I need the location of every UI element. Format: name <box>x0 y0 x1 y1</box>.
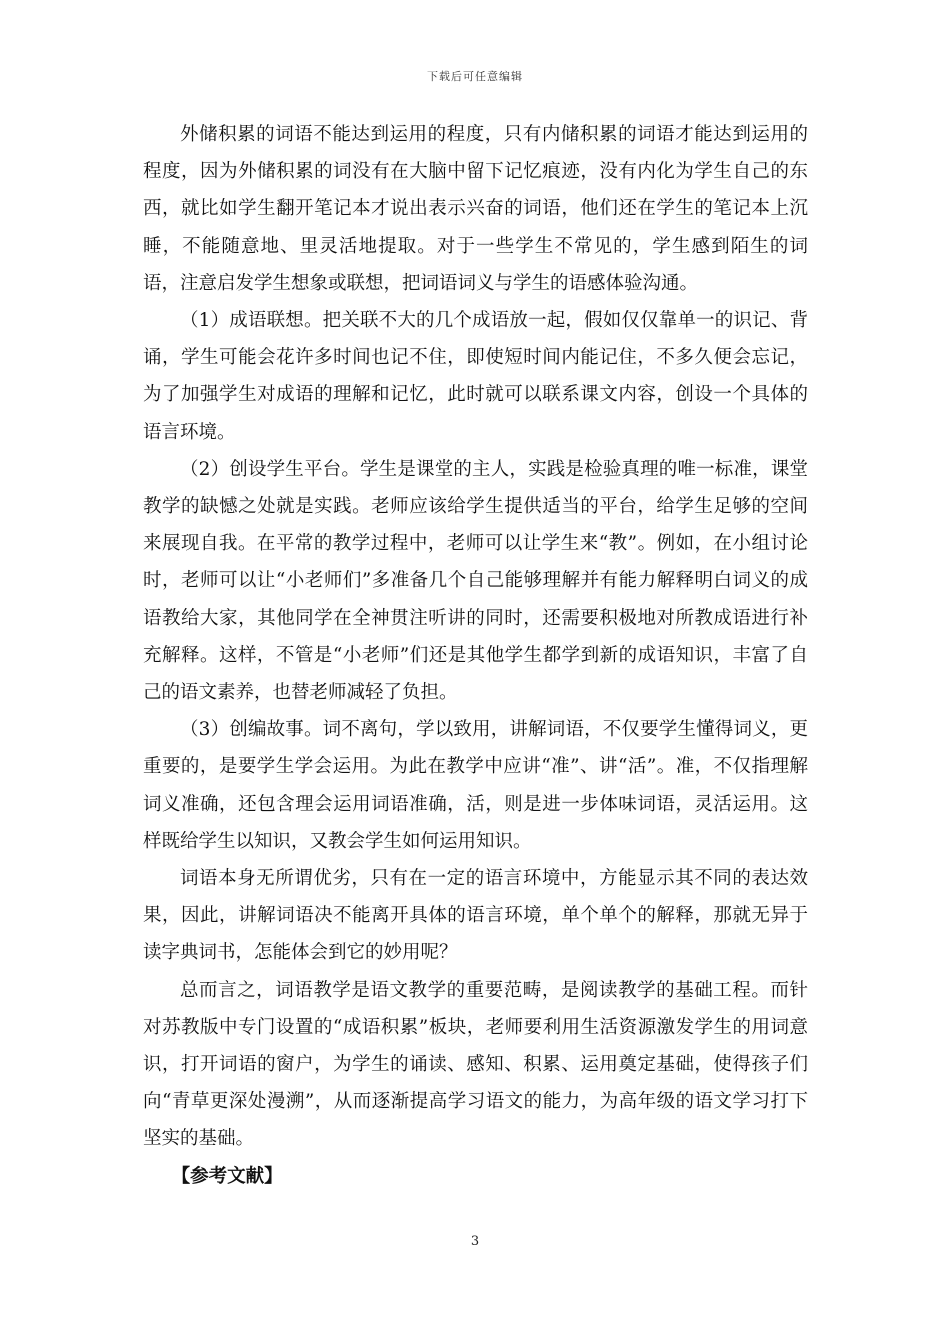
paragraph-conclusion: 总而言之，词语教学是语文教学的重要范畴，是阅读教学的基础工程。而针对苏教版中专门设置的“成语积累”板块，老师要利用生活资源激发学生的用词意识，打开词语的窗户，为学生的诵读、感知、积累、运用奠定基础，使得孩子们向“青草更深处漫溯”，从而逐渐提高学习语文的能力，为高年级的语文学习打下坚实的基础。 <box>143 979 808 1150</box>
paragraph-vocabulary-storage: 外储积累的词语不能达到运用的程度，只有内储积累的词语才能达到运用的程度，因为外储积累的词没有在大脑中留下记忆痕迹，没有内化为学生自己的东西，就比如学生翻开笔记本才说出表示兴奋的词语，他们还在学生的笔记本上沉睡，不能随意地、里灵活地提取。对于一些学生不常见的，学生感到陌生的词语，注意启发学生想象或联想，把词语词义与学生的语感体验沟通。 <box>143 124 808 294</box>
paragraph-student-platform: （2）创设学生平台。学生是课堂的主人，实践是检验真理的唯一标准，课堂教学的缺憾之处就是实践。老师应该给学生提供适当的平台，给学生足够的空间来展现自我。在平常的教学过程中，老师可以让学生来“教”。例如，在小组讨论时，老师可以让“小老师们”多准备几个自己能够理解并有能力解释明白词义的成语教给大家，其他同学在全神贯注听讲的同时，还需要积极地对所教成语进行补充解释。这样，不管是“小老师”们还是其他学生都学到新的成语知识，丰富了自己的语文素养，也替老师减轻了负担。 <box>143 458 808 704</box>
paragraph-story-creation: （3）创编故事。词不离句，学以致用，讲解词语，不仅要学生懂得词义，更重要的，是要学生学会运用。为此在教学中应讲“准”、讲“活”。准，不仅指理解词义准确，还包含理会运用词语准确，活，则是进一步体味词语，灵活运用。这样既给学生以知识，又教会学生如何运用知识。 <box>143 719 808 852</box>
page-number: 3 <box>470 1234 480 1249</box>
paragraph-language-context: 词语本身无所谓优劣，只有在一定的语言环境中，方能显示其不同的表达效果，因此，讲解词语决不能离开具体的语言环境，单个单个的解释，那就无异于读字典词书，怎能体会到它的妙用呢？ <box>143 868 808 964</box>
document-body <box>143 116 808 1195</box>
page-header-note: 下载后可任意编辑 <box>427 70 523 83</box>
references-heading: 【参考文献】 <box>171 1165 283 1187</box>
paragraph-idiom-association: （1）成语联想。把关联不大的几个成语放一起，假如仅仅靠单一的识记、背诵，学生可能会花许多时间也记不住，即使短时间内能记住，不多久便会忘记，为了加强学生对成语的理解和记忆，此时就可以联系课文内容，创设一个具体的语言环境。 <box>143 310 808 443</box>
